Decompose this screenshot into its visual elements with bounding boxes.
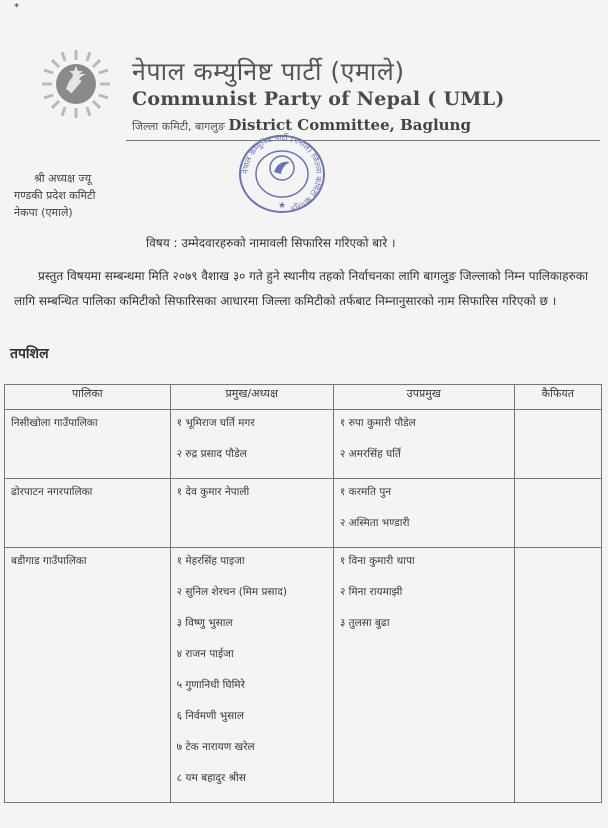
municipality-cell: बडीगाड गाउँपालिका <box>5 548 171 803</box>
deputy-name: १ विना कुमारी थापा <box>339 555 415 567</box>
seal-star: ★ <box>278 201 287 211</box>
chief-cell <box>170 479 333 548</box>
chief-cell <box>170 548 333 803</box>
committee-nepali: जिल्ला कमिटी, बागलुङ <box>132 120 225 133</box>
district-seal-icon <box>234 130 330 216</box>
corner-mark: * <box>14 2 19 13</box>
table-row <box>5 548 602 803</box>
chief-name: ६ निर्वमणी भुसाल <box>176 710 245 722</box>
municipality-cell: ढोरपाटन नगरपालिका <box>5 479 171 548</box>
subject-line: विषय : उम्मेदवारहरुको नामावली सिफारिस गरिएको बारे । <box>146 236 396 250</box>
chief-name: १ भूमिराज घर्ति मगर <box>176 417 255 429</box>
deputy-name: २ अमरसिंह घर्ति <box>339 448 401 460</box>
deputy-name: १ करमति पुन <box>339 486 392 498</box>
deputy-name: १ रुपा कुमारी पौडेल <box>339 417 416 429</box>
header-chief: प्रमुख/अध्यक्ष <box>170 385 333 410</box>
municipality-cell: निसीखोला गाउँपालिका <box>5 410 171 479</box>
chief-name: १ देव कुमार नेपाली <box>176 486 250 498</box>
deputy-name: ३ तुलसा बुढा <box>339 617 390 629</box>
chief-name: ४ राजन पाईजा <box>176 648 234 660</box>
chief-name: ७ टेक नारायण खरेल <box>176 741 255 753</box>
party-name-english: Communist Party of Nepal ( UML) <box>132 88 505 110</box>
details-heading: तपशिल <box>10 346 49 362</box>
header-divider <box>126 140 600 141</box>
candidates-table <box>4 384 602 803</box>
table-row <box>5 479 602 548</box>
chief-name: २ सुनिल शेरचन (मिम प्रसाद) <box>176 586 287 598</box>
chief-name: ३ विष्णु भुसाल <box>176 617 233 629</box>
chief-cell <box>170 410 333 479</box>
addressee-line-1: श्री अध्यक्ष ज्यू <box>34 172 92 185</box>
deputy-cell <box>333 548 514 803</box>
remarks-cell <box>514 479 601 548</box>
header-remarks: कैफियत <box>514 385 601 410</box>
remarks-cell <box>514 410 601 479</box>
addressee-block <box>14 170 95 221</box>
committee-english: District Committee, Baglung <box>228 116 471 134</box>
header-deputy: उपप्रमुख <box>333 385 514 410</box>
addressee-line-3: नेकपा (एमाले) <box>14 206 73 219</box>
header-municipality: पालिका <box>5 385 171 410</box>
chief-name: ५ गुणानिधी घिमिरे <box>176 679 245 691</box>
remarks-cell <box>514 548 601 803</box>
chief-name: २ रुद्र प्रसाद पौडेल <box>176 448 247 460</box>
deputy-cell <box>333 410 514 479</box>
deputy-name: २ अस्मिता भण्डारी <box>339 517 410 529</box>
body-paragraph: प्रस्तुत विषयमा सम्बन्धमा मिति २०७९ वैशाख ३० गते हुने स्थानीय तहको निर्वाचनका लागि बागलुङ जिल्लाको निम्न पालिकाहरुका लागि सम्बन्धित पालिका कमिटीको सिफारिसका आधारमा जिल्ला कमिटीको तर्फबाट निम्नानुसारको नाम सिफारिस गरिएको छ । <box>14 269 589 308</box>
seal-text: नेपाल कम्युनिष्ट पार्टी (एमाले) जिल्ला कमिटी बागलुङ <box>240 132 324 214</box>
party-logo-icon <box>40 48 112 120</box>
table-header-row <box>5 385 602 410</box>
chief-name: १ मेहरसिंह पाइजा <box>176 555 245 567</box>
party-name-nepali: नेपाल कम्युनिष्ट पार्टी (एमाले) <box>132 57 405 86</box>
deputy-name: २ मिना रायमाझी <box>339 586 403 598</box>
chief-name: ८ यम बहादुर श्रीस <box>176 772 246 784</box>
deputy-cell <box>333 479 514 548</box>
table-row <box>5 410 602 479</box>
addressee-line-2: गण्डकी प्रदेश कमिटी <box>14 189 96 202</box>
